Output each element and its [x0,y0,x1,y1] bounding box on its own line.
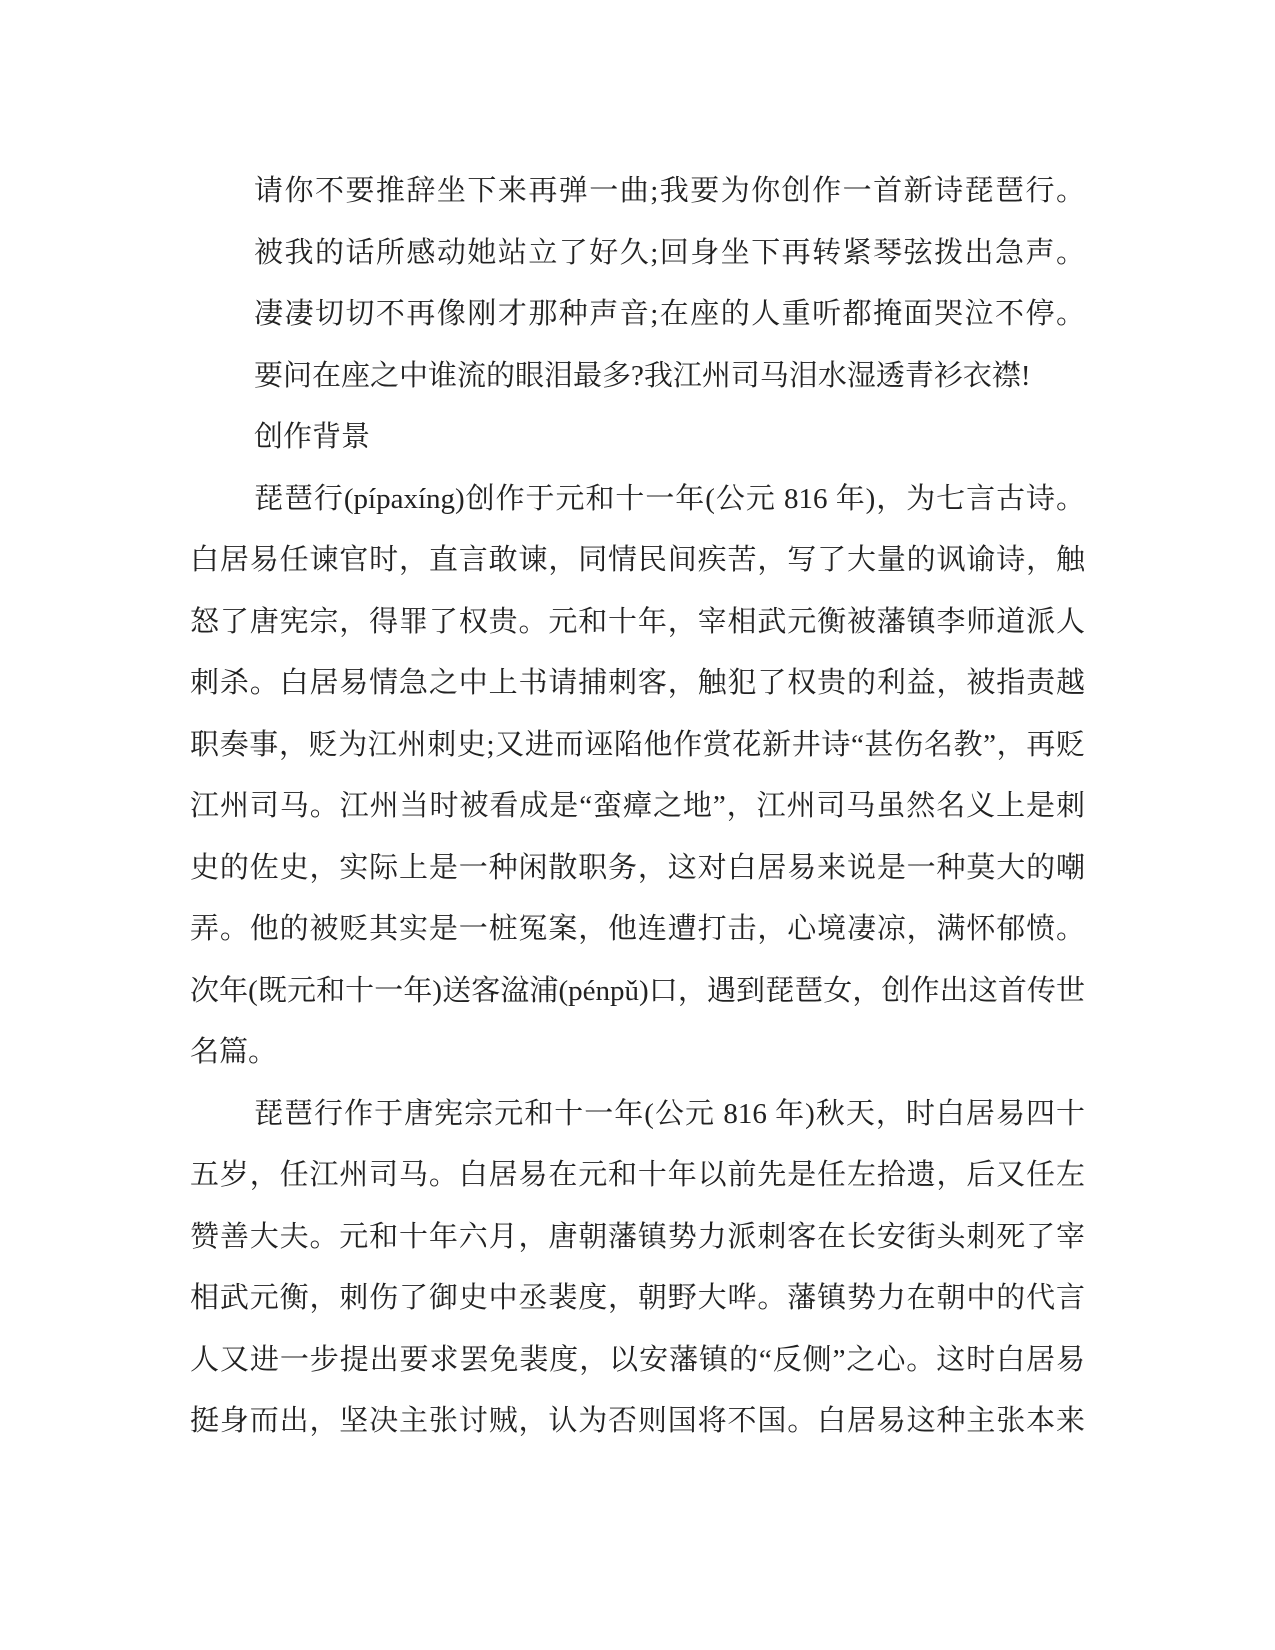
paragraph-line: 史的佐史，实际上是一种闲散职务，这对白居易来说是一种莫大的嘲 [190,851,1085,884]
poem-line: 凄凄切切不再像刚才那种声音;在座的人重听都掩面哭泣不停。 [254,298,1085,330]
paragraph-line: 相武元衡，刺伤了御史中丞裴度，朝野大哗。藩镇势力在朝中的代言 [190,1282,1085,1314]
paragraph-line: 人又进一步提出要求罢免裴度，以安藩镇的“反侧”之心。这时白居易 [190,1343,1085,1376]
paragraph-line: 白居易任谏官时，直言敢谏，同情民间疾苦，写了大量的讽谕诗，触 [190,544,1085,576]
paragraph-line: 赞善大夫。元和十年六月，唐朝藩镇势力派刺客在长安街头刺死了宰 [190,1220,1085,1253]
poem-line: 请你不要推辞坐下来再弹一曲;我要为你创作一首新诗琵琶行。 [254,175,1085,207]
document-text-block [190,161,1085,1453]
paragraph-line: 弄。他的被贬其实是一桩冤案，他连遭打击，心境凄凉，满怀郁愤。 [190,913,1085,945]
paragraph-line: 职奏事，贬为江州刺史;又进而诬陷他作赏花新井诗“甚伤名教”，再贬 [190,728,1085,761]
paragraph-line: 次年(既元和十一年)送客湓浦(pénpǔ)口，遇到琵琶女，创作出这首传世 [190,974,1085,1007]
poem-line: 要问在座之中谁流的眼泪最多?我江州司马泪水湿透青衫衣襟! [254,359,1031,392]
paragraph-line: 怒了唐宪宗，得罪了权贵。元和十年，宰相武元衡被藩镇李师道派人 [190,605,1085,638]
paragraph-line: 琵琶行作于唐宪宗元和十一年(公元 816 年)秋天，时白居易四十 [254,1097,1085,1130]
paragraph-line: 刺杀。白居易情急之中上书请捕刺客，触犯了权贵的利益，被指责越 [190,667,1085,699]
paragraph-line: 挺身而出，坚决主张讨贼，认为否则国将不国。白居易这种主张本来 [190,1405,1085,1437]
poem-line: 被我的话所感动她站立了好久;回身坐下再转紧琴弦拨出急声。 [254,236,1085,269]
paragraph-line: 琵琶行(pípaxíng)创作于元和十一年(公元 816 年)，为七言古诗。 [254,482,1085,515]
section-heading: 创作背景 [254,421,371,453]
paragraph-line: 江州司马。江州当时被看成是“蛮瘴之地”，江州司马虽然名义上是刺 [190,790,1085,822]
paragraph-line: 名篇。 [190,1036,278,1068]
paragraph-line: 五岁，任江州司马。白居易在元和十年以前先是任左拾遗，后又任左 [190,1159,1085,1191]
